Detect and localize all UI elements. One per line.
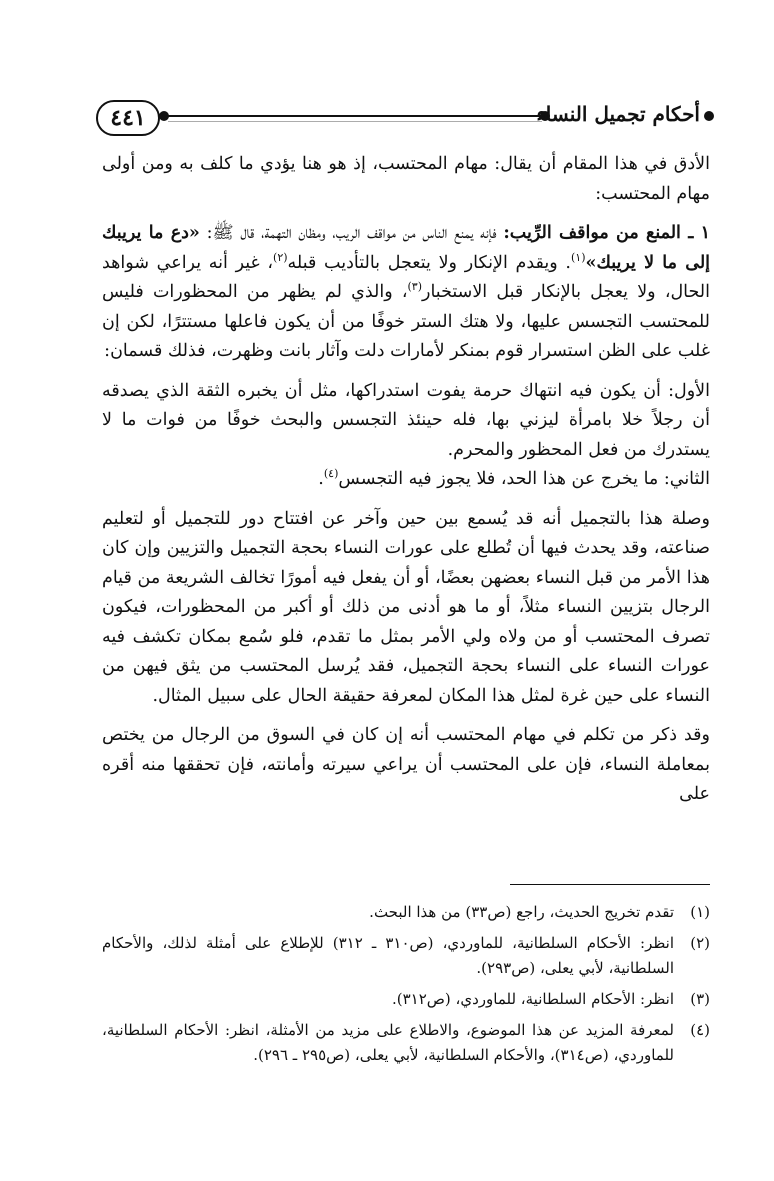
text-run: . ويقدم الإنكار ولا يتعجل بالتأديب قبله bbox=[287, 252, 571, 273]
paragraph: وصلة هذا بالتجميل أنه قد يُسمع بين حين وآخر عن افتتاح دور للتجميل أو لتعليم صناعته، وقد يحدث فيها أن تُطلع على عورات النساء بحجة التجميل والتزيين وإن كان هذا الأمر من قبل النساء بعضهن بعضًا، أو أن يفعل فيه أمورًا تخالف الشريعة من قيام الرجال بتزيين النساء مثلاً، أو ما هو أدنى من ذلك أو أكبر من المحظورات، فيكون تصرف المحتسب أو من ولاه ولي الأمر بمثل ما تقدم، فلو سُمع بمكان تكشف فيه عورات النساء على النساء بحجة التجميل، فقد يُرسل المحتسب من يثق فيهن من النساء على حين غرة لمثل هذا المكان لمعرفة حقيقة الحال على سبيل المثال. bbox=[102, 508, 710, 706]
footnote-number: (٤) bbox=[690, 1021, 710, 1039]
footnote-rule bbox=[510, 884, 710, 885]
main-text bbox=[102, 150, 710, 810]
footnote-number: (١) bbox=[690, 903, 710, 921]
footnote bbox=[102, 931, 710, 981]
footnotes bbox=[102, 900, 710, 1074]
footnote-text: تقدم تخريج الحديث، راجع (ص٣٣) من هذا البحث. bbox=[369, 903, 674, 921]
text-run: فإنه يمنع الناس من مواقف الريب، ومظان التهمة، قال ﷺ: bbox=[199, 223, 504, 243]
paragraph: الأول: أن يكون فيه انتهاك حرمة يفوت استدراكها، مثل أن يخبره الثقة الذي يصدقه أن رجلاً خلا بامرأة ليزني بها، فله حينئذ التجسس والبحث خوفًا من فوات ما لا يستدرك من فعل المحظور والمحرم. bbox=[102, 380, 710, 460]
page-number: ٤٤١ bbox=[96, 100, 160, 136]
footnote-ref: (٣) bbox=[407, 280, 423, 294]
page-header bbox=[96, 94, 718, 140]
paragraph bbox=[102, 465, 710, 495]
footnote-text: انظر: الأحكام السلطانية، للماوردي، (ص٣١٠ ـ ٣١٢) للإطلاع على أمثلة لذلك، والأحكام السلطانية، لأبي يعلى، (ص٢٩٣). bbox=[102, 934, 674, 977]
footnote-ref: (٤) bbox=[323, 467, 339, 481]
text-run: ، والذي لم يظهر من المحظورات فليس للمحتسب التجسس عليها، ولا هتك الستر خوفًا من أن يكون فاعلها مستترًا، لكن إن غلب على الظن استسرار قوم بمنكر لأمارات دلت وآثار بانت وظهرت، فذلك قسمان: bbox=[102, 282, 710, 361]
footnote bbox=[102, 987, 710, 1012]
footnote bbox=[102, 900, 710, 925]
section-heading: ١ ـ المنع من مواقف الرِّيب: bbox=[503, 223, 711, 243]
ornament-dot-icon bbox=[704, 111, 714, 121]
header-rule bbox=[168, 115, 542, 117]
footnote-ref: (١) bbox=[571, 250, 586, 264]
paragraph: وقد ذكر من تكلم في مهام المحتسب أنه إن كان في السوق من الرجال من يختص بمعاملة النساء، فإن على المحتسب أن يراعي سيرته وأمانته، فإن تحققها منه أقره على bbox=[102, 725, 710, 804]
text-run: ، غير أنه يراعي شواهد الحال، ولا يعجل بالإنكار قبل الاستخبار bbox=[102, 252, 711, 302]
footnote-ref: (٢) bbox=[273, 250, 288, 264]
text-run: الثاني: ما يخرج عن هذا الحد، فلا يجوز فيه التجسس bbox=[338, 469, 710, 489]
hadith-quote: «دع ما يريبك إلى ما لا يريبك» bbox=[102, 223, 711, 273]
footnote-text: انظر: الأحكام السلطانية، للماوردي، (ص٣١٢). bbox=[391, 990, 674, 1008]
paragraph bbox=[102, 219, 710, 367]
footnote-number: (٢) bbox=[690, 934, 710, 952]
running-title: أحكام تجميل النساء bbox=[536, 102, 700, 126]
footnote-text: لمعرفة المزيد عن هذا الموضوع، والاطلاع على مزيد من الأمثلة، انظر: الأحكام السلطانية، للماوردي، (ص٣١٤)، والأحكام السلطانية، لأبي يعلى، (ص٢٩٥ ـ ٢٩٦). bbox=[102, 1021, 674, 1064]
paragraph: الأدق في هذا المقام أن يقال: مهام المحتسب، إذ هو هنا يؤدي ما كلف به ومن أولى مهام المحتسب: bbox=[102, 154, 710, 204]
footnote-number: (٣) bbox=[690, 990, 710, 1008]
text-run: . bbox=[318, 469, 324, 489]
footnote bbox=[102, 1018, 710, 1068]
